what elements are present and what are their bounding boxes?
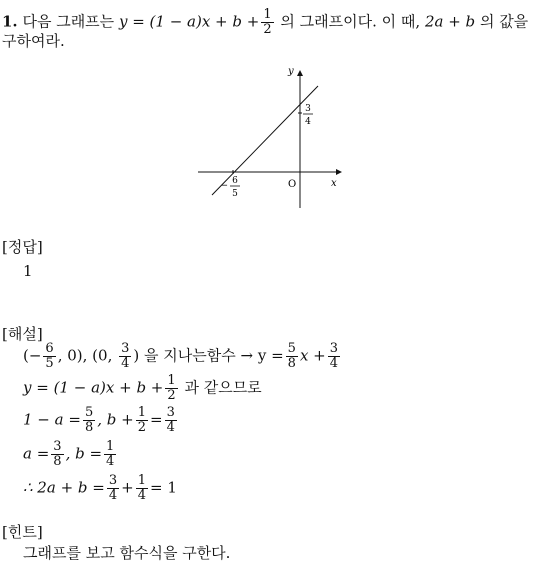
answer-value: 1 [23,262,33,280]
hint-text: 그래프를 보고 함수식을 구한다. [23,544,231,562]
y-axis-arrow [297,70,303,76]
problem-equation: y = (1 − a)x + b + [118,12,260,31]
problem-line-2: 구하여라. [2,32,65,50]
function-line [212,86,318,195]
y-intercept-num: 3 [305,104,311,114]
x-intercept-sign: − [220,181,228,191]
y-axis-label: y [288,66,294,77]
x-axis-arrow [336,169,342,175]
problem-mid-text: 의 그래프이다. 이 때, [280,12,421,31]
hint-header: [힌트] [2,523,43,541]
problem-number: 1. [2,12,18,31]
problem-line-1 [2,8,528,37]
line-graph [190,58,350,216]
solution-line-3: 1 − a = $\frac{5}{8}$ , b + $\frac{1}{2}$ = $\frac{3}{4}$ [23,405,175,435]
problem-fraction: $\frac{1}{2}$ [263,7,272,37]
solution-line-4: a = $\frac{3}{8}$ , b = $\frac{1}{4}$ [23,439,115,469]
answer-header: [정답] [2,238,43,256]
y-intercept-den: 4 [305,117,311,127]
problem-target-expr: 2a + b [424,12,476,31]
problem-prefix: 다음 그래프는 [22,12,115,31]
problem-suffix: 의 값을 [479,12,529,31]
solution-header: [해설] [2,325,43,343]
solution-line-1: (− $\frac{6}{5}$ , 0), (0, $\frac{3}{4}$ ) 을 지나는함수 → y = $\frac{5}{8}$ x + $\frac{3}{4}$ [23,341,339,371]
origin-label: O [288,179,297,190]
solution-line-5: ∴ 2a + b = $\frac{3}{4}$ + $\frac{1}{4}$ = 1 [23,473,177,503]
x-intercept-den: 5 [232,189,238,199]
x-axis-label: x [331,178,337,189]
x-intercept-num: 6 [232,176,238,186]
solution-line-2: y = (1 − a)x + b + $\frac{1}{2}$ 과 같으므로 [23,373,262,403]
